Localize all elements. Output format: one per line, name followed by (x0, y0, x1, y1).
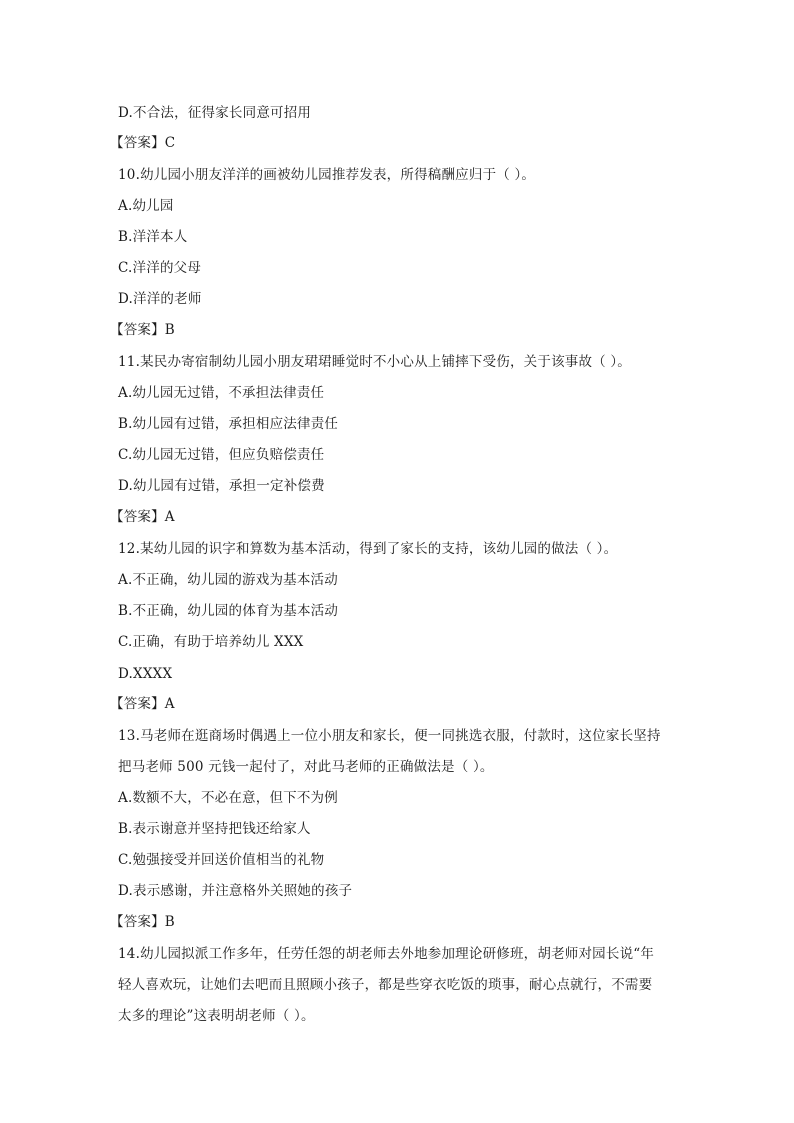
question-line: 14.幼儿园拟派工作多年，任劳任怨的胡老师去外地参加理论研修班，胡老师对园长说“年 (118, 946, 655, 962)
option-line: B.幼儿园有过错，承担相应法律责任 (118, 416, 339, 432)
option-line: A.数额不大，不必在意，但下不为例 (118, 790, 338, 806)
option-line: B.洋洋本人 (118, 229, 188, 245)
option-line: D.XXXX (118, 666, 173, 682)
option-line: C.正确，有助于培养幼儿 XXX (118, 634, 304, 650)
answer-line: 【答案】B (110, 322, 175, 338)
option-line: D.洋洋的老师 (118, 291, 202, 307)
option-line: C.幼儿园无过错，但应负赔偿责任 (118, 447, 325, 463)
option-line: C.洋洋的父母 (118, 260, 202, 276)
option-line: D.表示感谢，并注意格外关照她的孩子 (118, 883, 353, 899)
option-line: D.幼儿园有过错，承担一定补偿费 (118, 478, 325, 494)
answer-line: 【答案】A (110, 509, 175, 525)
answer-line: 【答案】B (110, 914, 175, 930)
question-line: 10.幼儿园小朋友洋洋的画被幼儿园推荐发表，所得稿酬应归于（ ）。 (118, 167, 536, 183)
option-line: A.幼儿园 (118, 198, 174, 214)
question-line: 把马老师 500 元钱一起付了，对此马老师的正确做法是（ ）。 (118, 759, 494, 775)
question-line: 12.某幼儿园的识字和算数为基本活动，得到了家长的支持，该幼儿园的做法（ ）。 (118, 541, 618, 557)
option-line: A.不正确，幼儿园的游戏为基本活动 (118, 572, 338, 588)
option-line: B.表示谢意并坚持把钱还给家人 (118, 821, 311, 837)
question-line: 太多的理论”这表明胡老师（ ）。 (118, 1008, 315, 1024)
answer-line: 【答案】C (110, 135, 176, 151)
option-line: C.勉强接受并回送价值相当的礼物 (118, 852, 325, 868)
question-line: 11.某民办寄宿制幼儿园小朋友珺珺睡觉时不小心从上铺摔下受伤，关于该事故（ ）。 (118, 354, 632, 370)
question-line: 轻人喜欢玩，让她们去吧而且照顾小孩子，都是些穿衣吃饭的琐事，耐心点就行，不需要 (118, 977, 653, 993)
answer-line: 【答案】A (110, 696, 175, 712)
question-line: 13.马老师在逛商场时偶遇上一位小朋友和家长，便一同挑选衣服，付款时，这位家长坚持 (118, 728, 661, 744)
option-line: D.不合法，征得家长同意可招用 (118, 105, 312, 121)
option-line: B.不正确，幼儿园的体育为基本活动 (118, 603, 339, 619)
option-line: A.幼儿园无过错，不承担法律责任 (118, 385, 325, 401)
